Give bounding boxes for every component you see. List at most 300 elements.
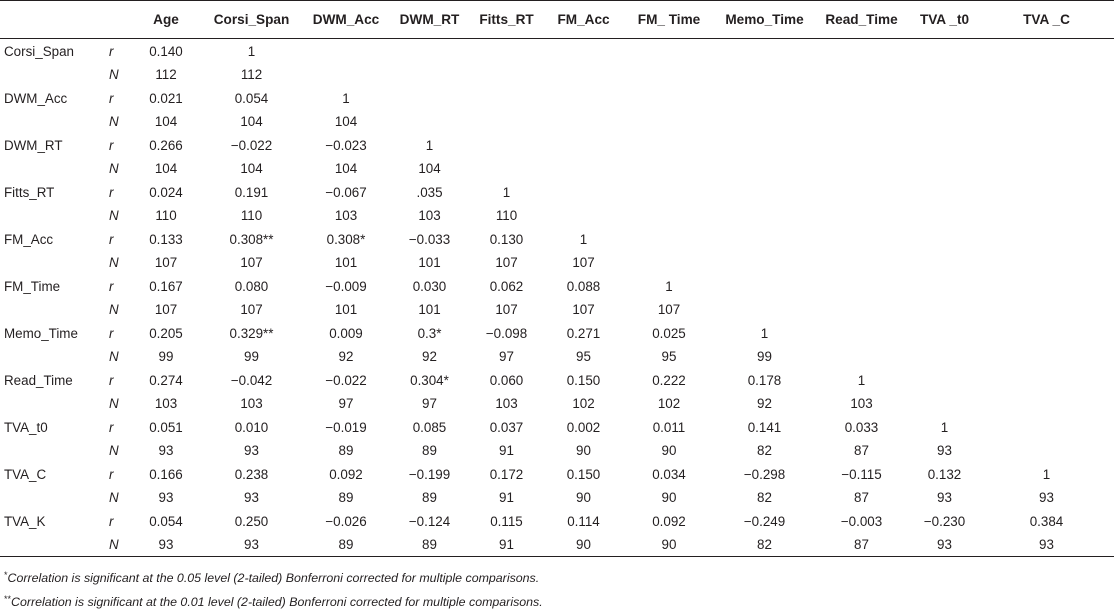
table-cell: 90: [576, 443, 591, 458]
table-cell: 0.011: [652, 420, 686, 435]
table-cell: [622, 157, 716, 180]
table-cell: [813, 110, 910, 133]
variable-name: Memo_Time: [4, 326, 78, 341]
table-row-r: [0, 321, 1114, 345]
table-cell: −0.026: [325, 514, 367, 529]
stat-label-n: N: [103, 533, 130, 557]
table-cell: [716, 39, 813, 64]
table-cell: −0.022: [230, 138, 273, 153]
table-cell: 99: [757, 349, 772, 364]
table-cell: 0.308**: [229, 232, 274, 247]
table-cell: 104: [334, 114, 358, 129]
table-cell: 0.024: [149, 185, 183, 200]
column-header: TVA _t0: [910, 1, 979, 39]
table-cell: [979, 133, 1114, 157]
column-header: TVA _C: [979, 1, 1114, 39]
table-cell: 1: [665, 279, 673, 294]
table-row-n: [0, 392, 1114, 415]
table-cell: 110: [240, 208, 263, 223]
table-body: [0, 39, 1114, 557]
table-row-r: [0, 274, 1114, 298]
table-cell: 0.308*: [326, 232, 366, 247]
table-cell: 93: [158, 443, 174, 458]
table-cell: 93: [937, 490, 952, 505]
variable-name: FM_Acc: [4, 232, 54, 247]
table-cell: [545, 63, 622, 86]
table-cell: 0.205: [149, 326, 183, 341]
table-cell: [622, 39, 716, 64]
table-cell: 0.025: [652, 326, 686, 341]
table-row-n: [0, 439, 1114, 462]
table-cell: 99: [244, 349, 259, 364]
table-cell: 104: [334, 161, 358, 176]
variable-name: [0, 204, 103, 227]
table-cell: 91: [468, 533, 545, 557]
stat-label-r: r: [109, 467, 114, 482]
table-row-n: [0, 486, 1114, 509]
table-cell: 0.133: [149, 232, 183, 247]
table-cell: 0.085: [412, 420, 447, 435]
stat-label-n: N: [109, 208, 119, 223]
variable-name: [0, 251, 103, 274]
table-cell: 0.191: [234, 185, 269, 200]
table-cell: 82: [757, 490, 772, 505]
table-row-r: [0, 462, 1114, 486]
column-header: FM_Acc: [545, 1, 622, 39]
footnote-single-mark: *: [4, 570, 8, 580]
table-cell: [545, 110, 622, 133]
table-cell: 0.114: [567, 514, 600, 529]
variable-name: DWM_Acc: [4, 91, 68, 106]
table-cell: 1: [342, 91, 350, 106]
variable-name: Read_Time: [4, 373, 73, 388]
table-cell: 0.037: [489, 420, 524, 435]
table-cell: [545, 86, 622, 110]
stat-label-n: N: [109, 67, 119, 82]
table-cell: [716, 298, 813, 321]
table-cell: 0.130: [489, 232, 524, 247]
stat-label-r: r: [109, 420, 114, 435]
stat-label-r: r: [109, 326, 114, 341]
table-cell: 90: [576, 490, 591, 505]
table-cell: [545, 180, 622, 204]
variable-name: [0, 486, 103, 509]
table-cell: .035: [416, 185, 443, 200]
table-cell: [979, 368, 1114, 392]
table-cell: 1: [940, 420, 949, 435]
table-cell: [468, 63, 545, 86]
table-cell: [391, 110, 468, 133]
table-cell: [979, 39, 1114, 64]
table-cell: [979, 204, 1114, 227]
table-cell: [910, 39, 979, 64]
table-cell: 89: [301, 533, 391, 557]
table-cell: 92: [757, 396, 772, 411]
stat-label-n: N: [109, 255, 119, 270]
table-cell: 87: [854, 490, 869, 505]
table-cell: 87: [813, 533, 910, 557]
stat-label-r: r: [109, 91, 114, 106]
variable-name: DWM_RT: [4, 138, 63, 153]
table-cell: 90: [661, 443, 677, 458]
table-cell: 107: [495, 302, 518, 317]
table-cell: 0.172: [489, 467, 524, 482]
table-cell: [716, 204, 813, 227]
table-row-n: [0, 298, 1114, 321]
table-cell: [622, 63, 716, 86]
table-cell: 107: [572, 302, 595, 317]
table-cell: 1: [247, 44, 256, 59]
table-cell: 91: [499, 490, 514, 505]
table-cell: [468, 157, 545, 180]
stat-label-n: N: [109, 490, 119, 505]
table-cell: [716, 180, 813, 204]
table-cell: [910, 63, 979, 86]
table-cell: [910, 204, 979, 227]
variable-name: TVA_C: [4, 467, 47, 482]
table-cell: 0.238: [234, 467, 269, 482]
footnote-double: [4, 589, 543, 613]
column-header: DWM_RT: [391, 1, 468, 39]
variable-name: [0, 110, 103, 133]
table-cell: 97: [422, 396, 437, 411]
table-cell: 112: [240, 67, 263, 82]
table-cell: [813, 298, 910, 321]
table-cell: 82: [757, 443, 772, 458]
table-cell: −0.298: [743, 467, 786, 482]
variable-name: TVA_K: [4, 514, 46, 529]
table-cell: [813, 63, 910, 86]
table-cell: −0.199: [408, 467, 451, 482]
table-cell: [813, 251, 910, 274]
table-cell: [910, 251, 979, 274]
table-cell: 103: [850, 396, 873, 411]
table-cell: 0.062: [489, 279, 524, 294]
column-header: Memo_Time: [716, 1, 813, 39]
table-cell: [910, 110, 979, 133]
table-cell: [716, 251, 813, 274]
table-cell: [910, 274, 979, 298]
table-cell: 93: [244, 490, 259, 505]
variable-name: [0, 533, 103, 557]
variable-name: TVA_t0: [4, 420, 48, 435]
footnote-double-text: Correlation is significant at the 0.01 level (2-tailed) Bonferroni corrected for multiple comparisons.: [11, 595, 543, 609]
table-row-r: [0, 509, 1114, 533]
stat-label-r: r: [109, 185, 114, 200]
table-cell: 87: [854, 443, 869, 458]
stat-label-r: r: [109, 44, 114, 59]
table-cell: [622, 110, 716, 133]
table-cell: 1: [502, 185, 511, 200]
table-cell: −0.003: [840, 514, 883, 529]
table-cell: [622, 204, 716, 227]
table-row-r: [0, 227, 1114, 251]
table-cell: 1: [425, 138, 434, 153]
variable-name: [0, 157, 103, 180]
table-cell: 0.329**: [229, 326, 274, 341]
stat-label-n: N: [109, 349, 119, 364]
table-cell: 0.010: [234, 420, 269, 435]
table-row-n: [0, 345, 1114, 368]
table-cell: 90: [661, 490, 677, 505]
table-cell: 0.030: [412, 279, 447, 294]
variable-name: [0, 392, 103, 415]
table-cell: 102: [572, 396, 595, 411]
table-cell: [813, 86, 910, 110]
table-cell: 1: [1042, 467, 1051, 482]
table-cell: [391, 63, 468, 86]
table-cell: 0.250: [234, 514, 269, 529]
table-cell: 0.092: [652, 514, 686, 529]
table-cell: [468, 110, 545, 133]
stat-label-n: N: [109, 443, 119, 458]
stat-label-n: N: [109, 396, 119, 411]
table-cell: [391, 39, 468, 64]
table-cell: 90: [545, 533, 622, 557]
table-cell: 89: [422, 443, 437, 458]
table-cell: 0.167: [149, 279, 183, 294]
table-cell: 0.384: [1029, 514, 1064, 529]
table-cell: [979, 298, 1114, 321]
table-cell: 93: [244, 443, 259, 458]
table-cell: [813, 274, 910, 298]
table-row-r: [0, 180, 1114, 204]
table-cell: 103: [495, 396, 518, 411]
table-cell: 107: [240, 302, 263, 317]
variable-name: Corsi_Span: [4, 44, 74, 59]
table-cell: [545, 157, 622, 180]
table-cell: [813, 204, 910, 227]
table-cell: [979, 110, 1114, 133]
table-cell: 93: [910, 533, 979, 557]
table-cell: [979, 251, 1114, 274]
stat-label-r: r: [109, 514, 114, 529]
header-row: [0, 1, 1114, 39]
table-cell: 89: [422, 490, 437, 505]
variable-name: [0, 439, 103, 462]
table-cell: 93: [979, 533, 1114, 557]
variable-name: [0, 298, 103, 321]
table-cell: 95: [576, 349, 591, 364]
table-cell: [716, 133, 813, 157]
table-cell: 89: [338, 443, 354, 458]
table-cell: [910, 227, 979, 251]
table-cell: [813, 321, 910, 345]
table-cell: 0.021: [149, 91, 183, 106]
table-cell: 0.051: [149, 420, 183, 435]
table-row-r: [0, 86, 1114, 110]
header-stat: [103, 1, 130, 39]
table-cell: [545, 204, 622, 227]
table-cell: 0.034: [652, 467, 686, 482]
table-cell: 107: [240, 255, 263, 270]
table-cell: 95: [661, 349, 677, 364]
table-cell: 104: [154, 161, 178, 176]
table-cell: 0.274: [149, 373, 183, 388]
table-cell: [716, 86, 813, 110]
table-cell: 101: [418, 255, 441, 270]
table-cell: 0.178: [747, 373, 782, 388]
table-cell: 104: [240, 161, 263, 176]
table-cell: [391, 86, 468, 110]
table-cell: 0.115: [490, 514, 523, 529]
table-cell: 1: [579, 232, 588, 247]
table-cell: [301, 39, 391, 64]
table-cell: 104: [418, 161, 441, 176]
table-cell: 90: [622, 533, 716, 557]
table-cell: 104: [240, 114, 263, 129]
table-cell: 99: [158, 349, 174, 364]
table-cell: [622, 227, 716, 251]
footnote-double-mark: **: [4, 594, 12, 604]
table-cell: 0.141: [747, 420, 782, 435]
column-header: Age: [130, 1, 202, 39]
table-cell: 0.150: [566, 373, 601, 388]
table-cell: [979, 321, 1114, 345]
table-cell: [910, 86, 979, 110]
table-cell: [910, 392, 979, 415]
table-cell: [813, 157, 910, 180]
table-cell: [813, 39, 910, 64]
table-row-n: [0, 251, 1114, 274]
table-cell: 92: [422, 349, 437, 364]
table-cell: [716, 157, 813, 180]
table-row-n: [0, 204, 1114, 227]
table-cell: 93: [130, 533, 202, 557]
table-cell: 97: [338, 396, 354, 411]
table-cell: [622, 251, 716, 274]
table-cell: 0.166: [149, 467, 183, 482]
table-cell: 101: [334, 302, 358, 317]
table-cell: −0.249: [743, 514, 786, 529]
table-cell: 0.140: [149, 44, 183, 59]
table-cell: [622, 86, 716, 110]
column-header: Fitts_RT: [468, 1, 545, 39]
table-cell: [468, 39, 545, 64]
table-cell: 103: [334, 208, 358, 223]
table-cell: −0.067: [325, 185, 367, 200]
table-cell: −0.230: [923, 514, 966, 529]
table-cell: 0.271: [566, 326, 601, 341]
table-cell: 112: [155, 67, 177, 82]
table-cell: 89: [391, 533, 468, 557]
stat-label-r: r: [109, 279, 114, 294]
table-cell: [716, 274, 813, 298]
table-cell: [979, 227, 1114, 251]
table-row-n: [0, 533, 1114, 557]
stat-label-r: r: [109, 138, 114, 153]
stat-label-n: N: [109, 114, 119, 129]
variable-name: Fitts_RT: [4, 185, 55, 200]
table-cell: [910, 157, 979, 180]
table-cell: [622, 180, 716, 204]
table-cell: −0.042: [230, 373, 273, 388]
table-cell: −0.098: [485, 326, 528, 341]
footnote-single: [4, 565, 543, 589]
table-cell: [979, 157, 1114, 180]
table-cell: 0.304*: [410, 373, 449, 388]
table-cell: [910, 180, 979, 204]
table-cell: 0.092: [329, 467, 363, 482]
table-cell: −0.124: [408, 514, 451, 529]
table-cell: [622, 133, 716, 157]
table-cell: 103: [154, 396, 178, 411]
table-cell: 93: [1039, 490, 1054, 505]
table-cell: 0.222: [652, 373, 686, 388]
table-cell: 107: [495, 255, 518, 270]
table-cell: 101: [334, 255, 358, 270]
variable-name: [0, 63, 103, 86]
column-header: Corsi_Span: [202, 1, 301, 39]
table-cell: 92: [338, 349, 354, 364]
table-cell: [979, 392, 1114, 415]
table-cell: [813, 133, 910, 157]
table-cell: 110: [155, 208, 177, 223]
table-cell: [545, 133, 622, 157]
table-cell: 93: [202, 533, 301, 557]
table-cell: [979, 439, 1114, 462]
table-cell: [468, 86, 545, 110]
table-cell: 97: [499, 349, 514, 364]
table-cell: [813, 227, 910, 251]
table-cell: 0.132: [927, 467, 962, 482]
table-cell: 1: [760, 326, 769, 341]
table-cell: 0.060: [489, 373, 524, 388]
table-footnotes: [4, 565, 543, 613]
variable-name: FM_Time: [4, 279, 61, 294]
table-cell: 0.3*: [417, 326, 442, 341]
table-cell: [979, 345, 1114, 368]
table-cell: [813, 345, 910, 368]
table-cell: 110: [495, 208, 518, 223]
table-cell: [301, 63, 391, 86]
table-cell: [910, 368, 979, 392]
table-cell: 101: [418, 302, 441, 317]
table-cell: 91: [499, 443, 514, 458]
column-header: Read_Time: [813, 1, 910, 39]
table-cell: 0.033: [844, 420, 879, 435]
table-cell: [910, 345, 979, 368]
table-cell: [468, 133, 545, 157]
table-cell: 103: [240, 396, 263, 411]
stat-label-n: N: [109, 302, 119, 317]
table-cell: 0.150: [566, 467, 601, 482]
stat-label-r: r: [109, 232, 114, 247]
column-header: DWM_Acc: [301, 1, 391, 39]
table-cell: 0.088: [566, 279, 601, 294]
table-cell: [813, 180, 910, 204]
table-row-n: [0, 110, 1114, 133]
column-header: FM_ Time: [622, 1, 716, 39]
table-row-r: [0, 415, 1114, 439]
table-cell: −0.023: [325, 138, 367, 153]
table-cell: [979, 63, 1114, 86]
stat-label-r: r: [109, 373, 114, 388]
table-cell: 93: [937, 443, 952, 458]
header-corner: [0, 1, 103, 39]
table-cell: −0.019: [325, 420, 367, 435]
table-cell: [910, 133, 979, 157]
table-cell: 93: [158, 490, 174, 505]
table-cell: −0.115: [841, 467, 882, 482]
table-row-n: [0, 157, 1114, 180]
table-cell: [545, 39, 622, 64]
table-cell: [716, 63, 813, 86]
table-cell: 0.009: [329, 326, 363, 341]
table-cell: 107: [154, 255, 178, 270]
table-cell: −0.033: [408, 232, 451, 247]
variable-name: [0, 345, 103, 368]
